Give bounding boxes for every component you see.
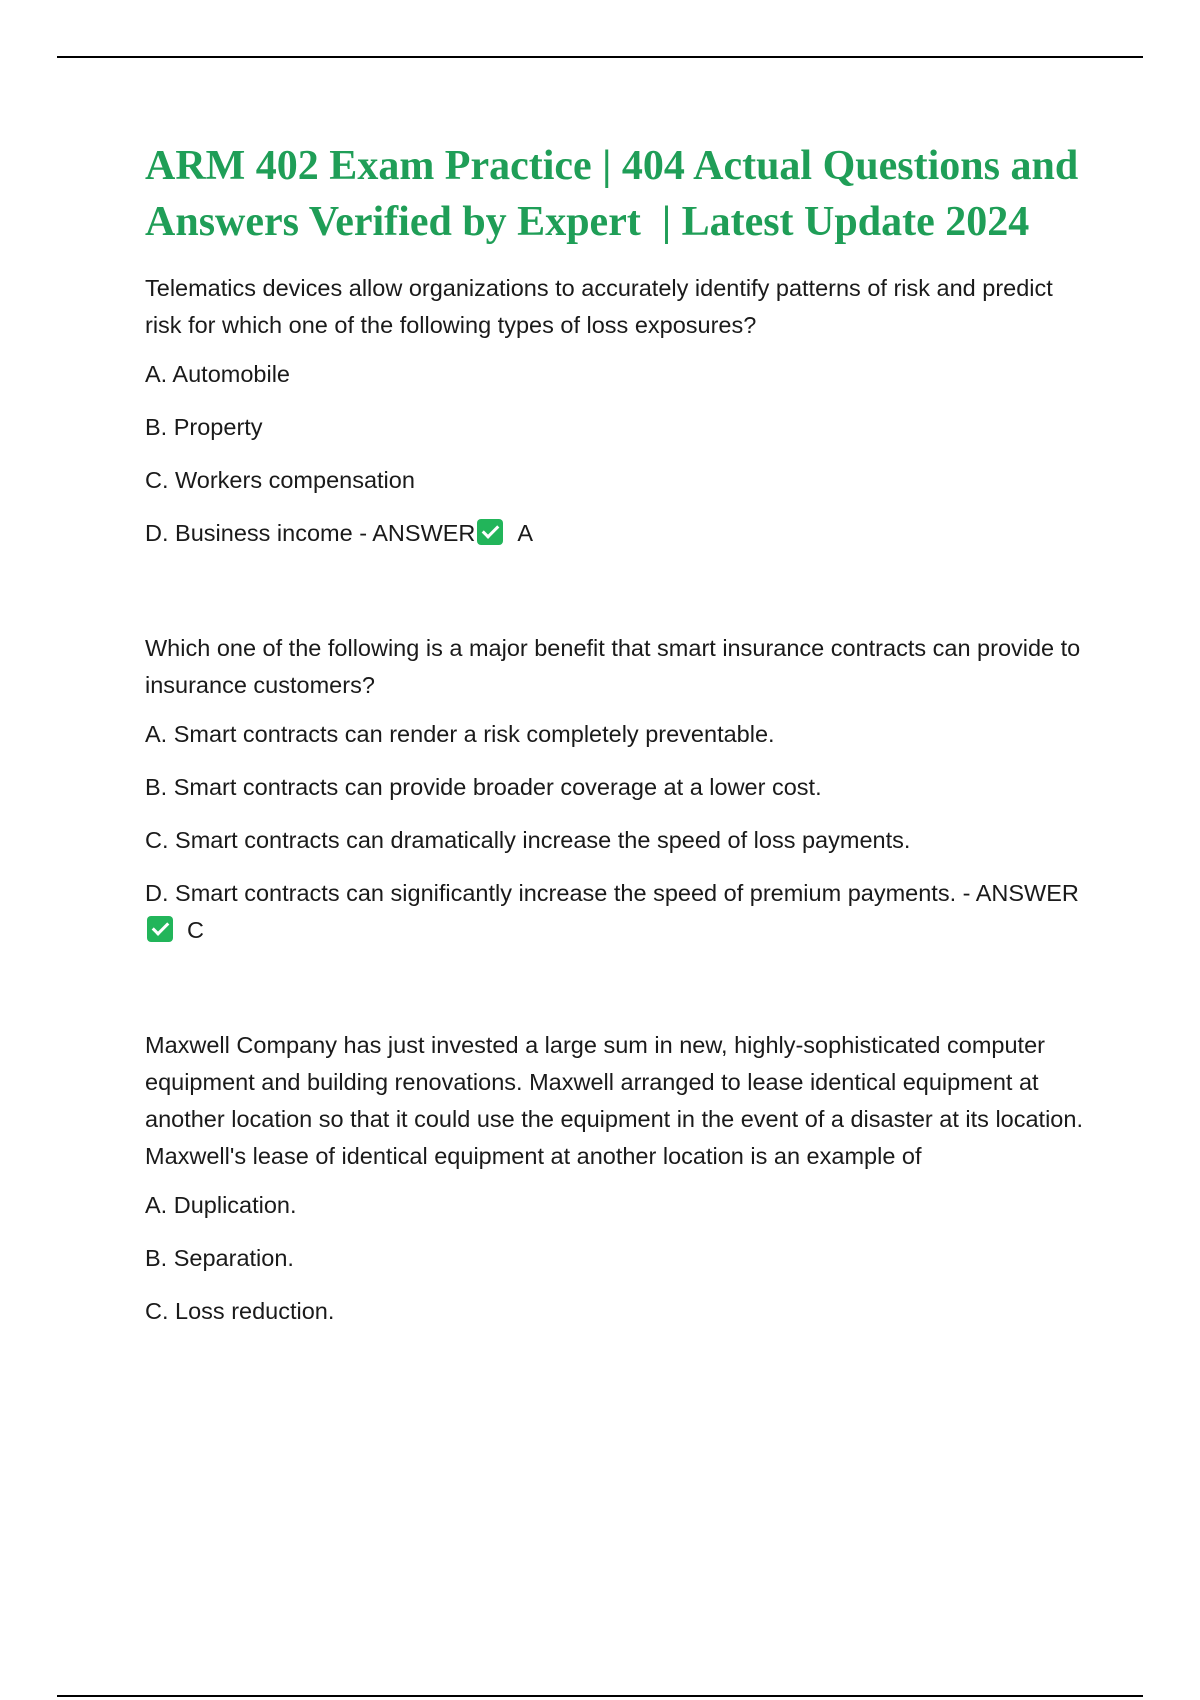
option-c: C. Loss reduction. — [145, 1298, 335, 1324]
option-d-text: D. Smart contracts can significantly increase the speed of premium payments. - ANSWER — [145, 880, 1079, 906]
answer-value: A — [517, 520, 534, 546]
check-mark-icon — [477, 519, 503, 545]
question-text: Telematics devices allow organizations to accurately identify patterns of risk and predict risk for which one of the following types of loss exposures? — [145, 275, 1053, 338]
option-a: A. Smart contracts can render a risk completely preventable. — [145, 721, 775, 747]
question-1 — [145, 270, 1095, 552]
option-b: B. Smart contracts can provide broader coverage at a lower cost. — [145, 774, 822, 800]
bottom-rule — [57, 1695, 1143, 1697]
question-text: Maxwell Company has just invested a large sum in new, highly-sophisticated computer equipment and building renovations. Maxwell arranged to lease identical equipment at another location so that it could use the equipment in the event of a disaster at its location. Maxwell's lease of identical equipment at another location is an example of — [145, 1032, 1083, 1169]
option-d-text: D. Business income - ANSWER — [145, 520, 476, 546]
question-separator — [145, 572, 1095, 630]
question-separator — [145, 969, 1095, 1027]
option-b: B. Separation. — [145, 1245, 294, 1271]
option-b: B. Property — [145, 414, 263, 440]
question-2 — [145, 630, 1095, 949]
option-c: C. Smart contracts can dramatically increase the speed of loss payments. — [145, 827, 911, 853]
option-d-with-answer — [145, 515, 1095, 552]
document-body — [145, 138, 1095, 1350]
question-text: Which one of the following is a major benefit that smart insurance contracts can provide to insurance customers? — [145, 635, 1081, 698]
option-a: A. Duplication. — [145, 1192, 297, 1218]
document-title: ARM 402 Exam Practice | 404 Actual Questions and Answers Verified by Expert | Latest Update 2024 — [145, 143, 1087, 245]
option-a: A. Automobile — [145, 361, 291, 387]
option-d-with-answer — [145, 875, 1095, 949]
option-c: C. Workers compensation — [145, 467, 415, 493]
top-rule — [57, 56, 1143, 58]
answer-value: C — [187, 917, 204, 943]
check-mark-icon — [147, 916, 173, 942]
question-3 — [145, 1027, 1095, 1330]
